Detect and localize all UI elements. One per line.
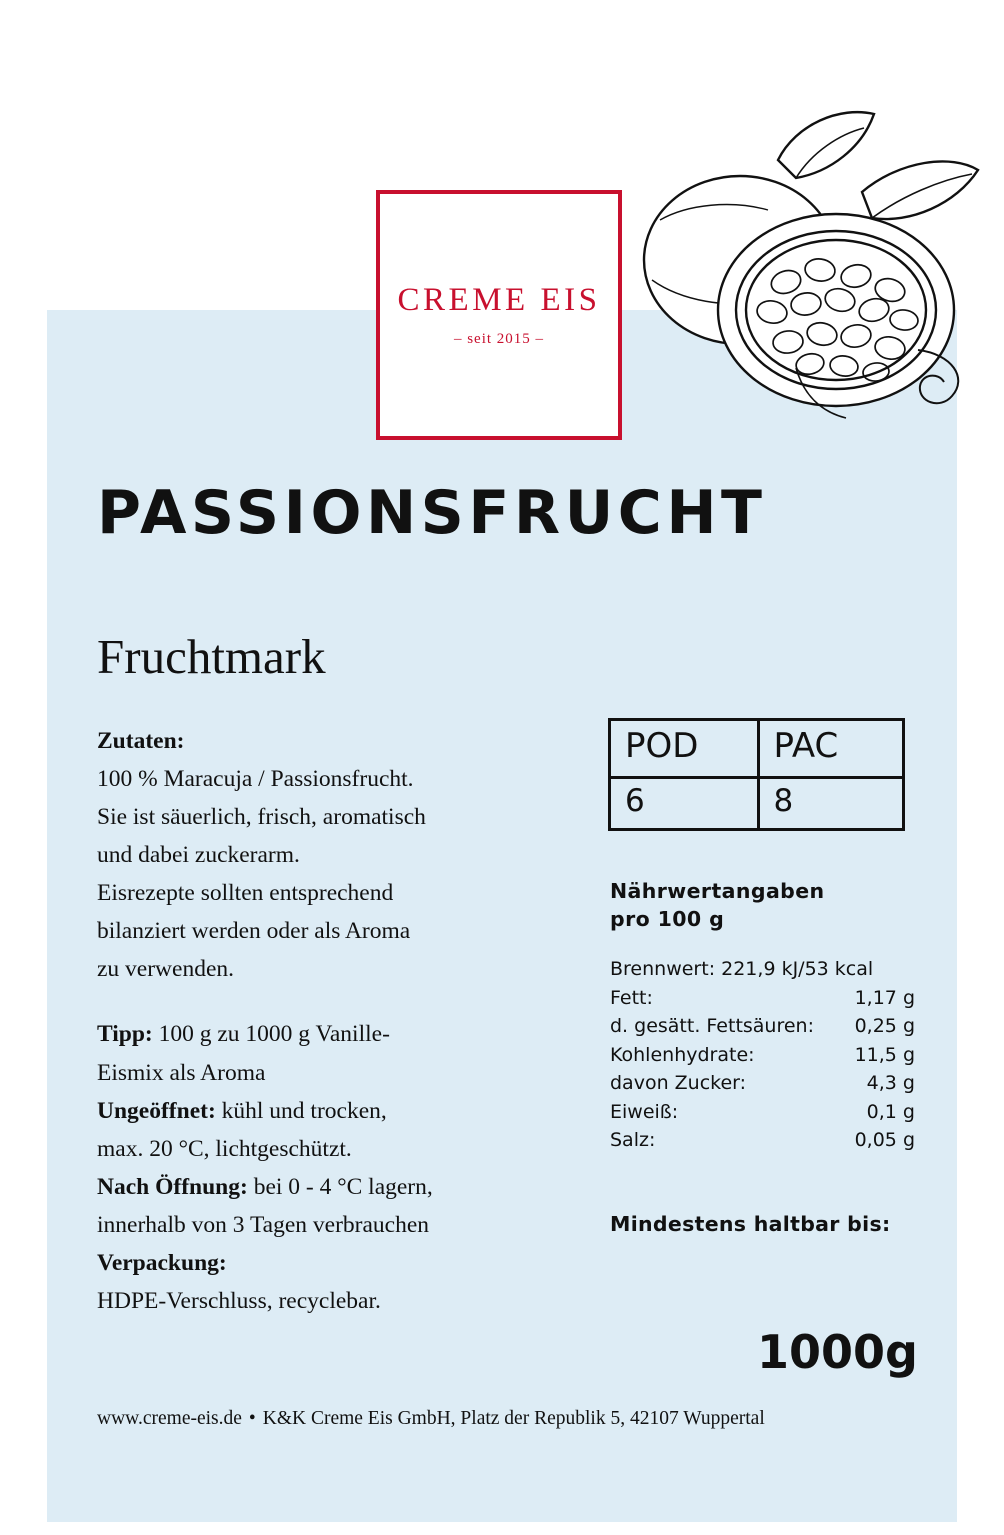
nutrition-heading-line-2: pro 100 g	[610, 906, 725, 931]
nutrition-row-label: Brennwert: 221,9 kJ/53 kcal	[610, 958, 874, 980]
website-link[interactable]: www.creme-eis.de	[97, 1408, 242, 1429]
ingredients-line-3: und dabei zuckerarm.	[97, 842, 300, 869]
net-weight: 1000g	[757, 1325, 918, 1379]
nutrition-row	[610, 1069, 915, 1098]
nutrition-row-label: Fett:	[610, 986, 653, 1009]
brand-logo	[376, 190, 622, 440]
pac-value: 8	[757, 779, 903, 828]
nutrition-row	[610, 1041, 915, 1070]
nutrition-row-value: 0,1 g	[866, 1100, 915, 1123]
best-before-label: Mindestens haltbar bis:	[610, 1212, 891, 1236]
nutrition-row	[610, 984, 915, 1013]
nutrition-row-label: Salz:	[610, 1129, 656, 1151]
brand-tagline: – seit 2015 –	[453, 331, 545, 347]
nutrition-row-label: Eiweiß:	[610, 1100, 679, 1123]
table-row	[611, 776, 902, 828]
tip-label: Tipp:	[97, 1021, 153, 1048]
product-subtitle: Fruchtmark	[97, 629, 326, 684]
company-address: K&K Creme Eis GmbH, Platz der Republik 5, 42107 Wuppertal	[262, 1408, 765, 1429]
unopened-label: Ungeöffnet:	[97, 1097, 216, 1124]
tip-row	[97, 1015, 567, 1053]
packaging-label: Verpackung:	[97, 1249, 227, 1276]
brand-name: CREME EIS	[397, 282, 601, 318]
opened-row	[97, 1168, 567, 1206]
nutrition-row-value: 4,3 g	[866, 1072, 915, 1094]
table-header-row	[611, 721, 902, 776]
nutrition-row	[610, 955, 915, 984]
packaging-text: HDPE-Verschluss, recyclebar.	[97, 1287, 381, 1314]
passionfruit-illustration-icon	[600, 100, 980, 460]
ingredients-line-4: Eisrezepte sollten entsprechend	[97, 880, 394, 907]
product-description-block	[97, 722, 567, 1320]
unopened-text-2: max. 20 °C, lichtgeschützt.	[97, 1135, 352, 1162]
pod-header: POD	[625, 726, 699, 766]
footer-separator: •	[248, 1408, 256, 1429]
ingredients-line-2: Sie ist säuerlich, frisch, aromatisch	[97, 804, 426, 831]
ingredients-line-5: bilanziert werden oder als Aroma	[97, 918, 411, 945]
ingredients-heading: Zutaten:	[97, 728, 185, 754]
nutrition-row-value: 0,05 g	[854, 1129, 915, 1151]
nutrition-row-label: Kohlenhydrate:	[610, 1043, 755, 1066]
tip-text: 100 g zu 1000 g Vanille-	[152, 1021, 390, 1048]
page-title: PASSIONSFRUCHT	[97, 478, 767, 548]
nutrition-heading	[610, 878, 920, 933]
nutrition-row	[610, 1098, 915, 1127]
nutrition-row	[610, 1012, 915, 1041]
nutrition-row-value: 1,17 g	[854, 986, 915, 1009]
nutrition-row-label: d. gesätt. Fettsäuren:	[610, 1015, 814, 1037]
tip-text-2: Eismix als Aroma	[97, 1059, 266, 1086]
ingredients-line-6: zu verwenden.	[97, 956, 235, 983]
footer	[97, 1408, 765, 1430]
text-spacer	[97, 988, 567, 1015]
nutrition-row-label: davon Zucker:	[610, 1072, 747, 1094]
pod-value: 6	[625, 782, 645, 819]
nutrition-row	[610, 1126, 915, 1155]
opened-text-2: innerhalb von 3 Tagen verbrauchen	[97, 1211, 430, 1238]
nutrition-heading-line-1: Nährwertangaben	[610, 879, 825, 903]
ingredients-line-1: 100 % Maracuja / Passionsfrucht.	[97, 766, 414, 793]
nutrition-table	[610, 955, 915, 1155]
nutrition-row-value: 0,25 g	[854, 1015, 915, 1037]
opened-text: bei 0 - 4 °C lagern,	[247, 1173, 433, 1200]
unopened-row	[97, 1092, 567, 1130]
pod-pac-table	[608, 718, 905, 831]
unopened-text: kühl und trocken,	[215, 1097, 387, 1124]
pac-header: PAC	[757, 721, 903, 776]
nutrition-row-value: 11,5 g	[854, 1043, 915, 1066]
opened-label: Nach Öffnung:	[97, 1173, 248, 1200]
